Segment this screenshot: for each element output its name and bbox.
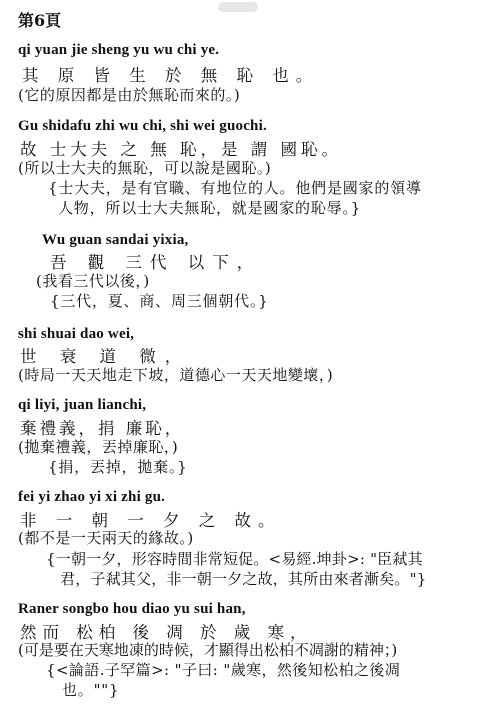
translation-line: (它的原因都是由於無恥而來的。) <box>18 86 241 104</box>
hanzi-line: 然而 松柏 後 凋 於 歲 寒， <box>20 623 313 642</box>
hanzi-line: 吾 觀 三代 以下， <box>50 253 262 272</box>
page-number: 第6頁 <box>18 11 62 30</box>
hanzi-line: 世 衰 道 微， <box>20 347 191 366</box>
translation-line: (我看三代以後，) <box>36 272 150 290</box>
pinyin-line: Raner songbo hou diao yu sui han, <box>18 601 246 617</box>
scan-smudge <box>218 2 258 12</box>
translation-line: (可是要在天寒地凍的時候，才顯得出松柏不凋謝的精神；) <box>18 641 398 659</box>
note-line: {一朝一夕，形容時間非常短促。<易經.坤卦>: "臣弒其 <box>46 550 423 568</box>
translation-line: (時局一天天地走下坡，道德心一天天地變壞，) <box>18 366 334 384</box>
pinyin-line: shi shuai dao wei, <box>18 326 135 342</box>
hanzi-line: 故 士大夫 之 無 恥，是 謂 國恥。 <box>20 140 342 159</box>
hanzi-line: 其 原 皆 生 於 無 恥 也。 <box>22 66 320 85</box>
pinyin-line: Wu guan sandai yixia, <box>42 232 189 248</box>
note-line: {捐，丟掉，拋棄。} <box>48 458 188 476</box>
pinyin-line: qi liyi, juan lianchi, <box>18 397 147 413</box>
translation-line: (都不是一天兩天的緣故。) <box>18 529 194 547</box>
pinyin-line: fei yi zhao yi xi zhi gu. <box>18 489 166 505</box>
pinyin-line: qi yuan jie sheng yu wu chi ye. <box>18 42 220 58</box>
hanzi-line: 棄禮義，捐 廉恥， <box>20 419 185 438</box>
note-line: 君，子弒其父，非一朝一夕之故，其所由來者漸矣。"} <box>60 570 427 588</box>
hanzi-line: 非 一 朝 一 夕 之 故。 <box>20 511 282 530</box>
note-line: {<論語.子罕篇>: "子曰: "歲寒，然後知松柏之後凋 <box>46 661 401 679</box>
pinyin-line: Gu shidafu zhi wu chi, shi wei guochi. <box>18 118 267 134</box>
note-line: {士大夫，是有官職、有地位的人。他們是國家的領導 <box>48 179 422 197</box>
note-line: 人物，所以士大夫無恥，就是國家的恥辱。} <box>58 199 362 217</box>
translation-line: (拋棄禮義，丟掉廉恥，) <box>18 438 179 456</box>
translation-line: (所以士大夫的無恥，可以說是國恥。) <box>18 159 272 177</box>
note-line: {三代，夏、商、周三個朝代。} <box>50 292 269 310</box>
note-line: 也。""} <box>62 681 120 699</box>
